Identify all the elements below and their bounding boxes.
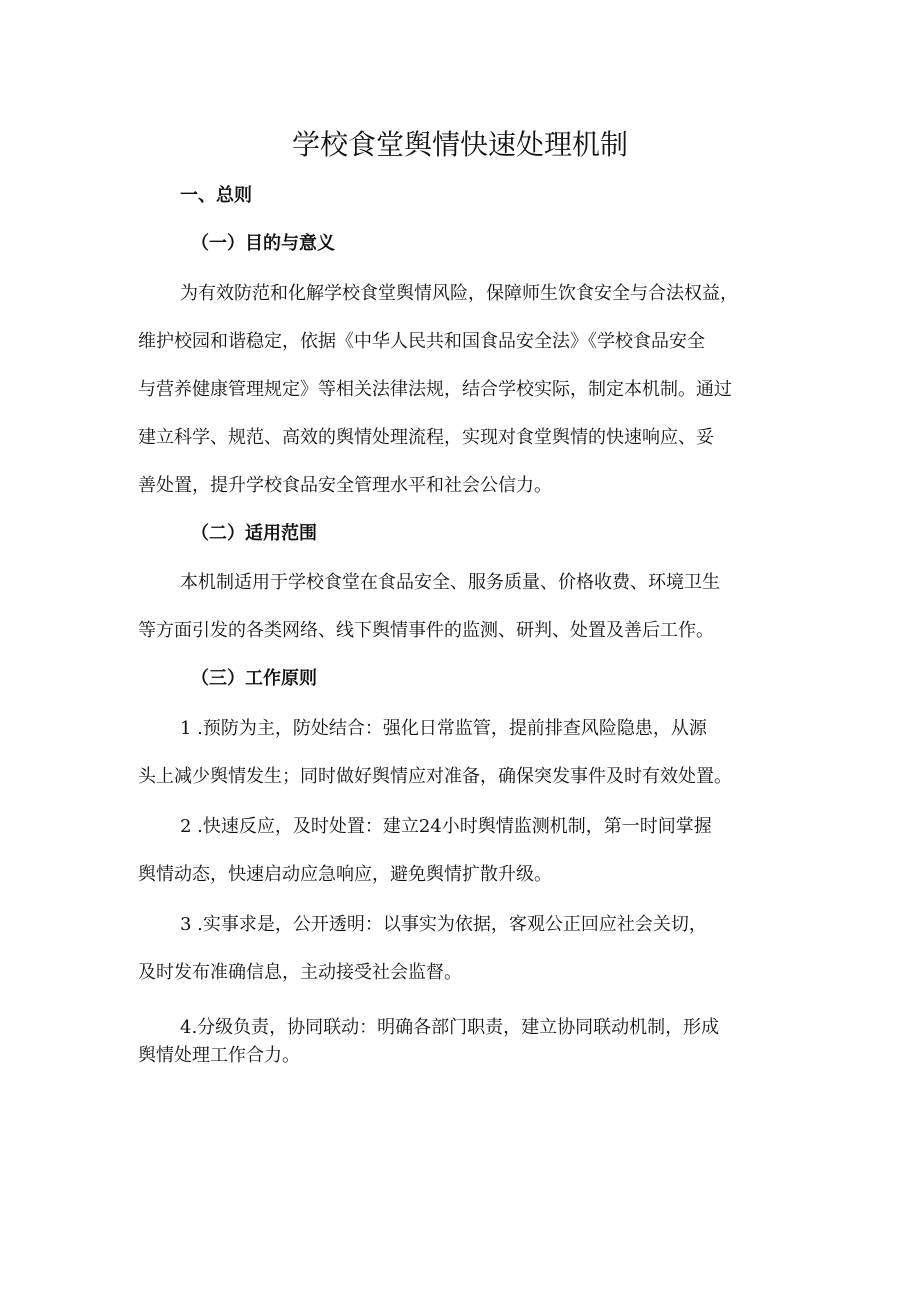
section-heading-general: 一、总则 — [180, 185, 252, 206]
subsection-heading-purpose: （一）目的与意义 — [191, 233, 335, 254]
principle-2 — [138, 803, 788, 899]
paragraph-line: 4.分级负责，协同联动：明确各部门职责，建立协同联动机制，形成 — [180, 1017, 720, 1038]
paragraph-line: 舆情处理工作合力。 — [138, 1045, 300, 1066]
subsection-heading-principles: （三）工作原则 — [191, 668, 317, 689]
paragraph-line: 等方面引发的各类网络、线下舆情事件的监测、研判、处置及善后工作。 — [138, 620, 714, 641]
principle-1 — [138, 705, 788, 801]
paragraph-line: 善处置，提升学校食品安全管理水平和社会公信力。 — [138, 475, 552, 496]
paragraph-line: 3 .实事求是，公开透明：以事实为依据，客观公正回应社会关切， — [180, 914, 707, 935]
paragraph-line: 建立科学、规范、高效的舆情处理流程，实现对食堂舆情的快速响应、妥 — [138, 427, 714, 448]
paragraph-scope — [138, 559, 788, 655]
paragraph-line: 舆情动态，快速启动应急响应，避免舆情扩散升级。 — [138, 864, 552, 885]
paragraph-line: 为有效防范和化解学校食堂舆情风险，保障师生饮食安全与合法权益， — [180, 283, 738, 304]
subsection-heading-scope: （二）适用范围 — [191, 523, 317, 544]
paragraph-purpose — [138, 270, 788, 510]
paragraph-line: 本机制适用于学校食堂在食品安全、服务质量、价格收费、环境卫生 — [180, 572, 720, 593]
document-title: 学校食堂舆情快速处理机制 — [291, 128, 628, 161]
paragraph-line: 及时发布准确信息，主动接受社会监督。 — [138, 962, 462, 983]
paragraph-line: 头上减少舆情发生；同时做好舆情应对准备，确保突发事件及时有效处置。 — [138, 766, 732, 787]
paragraph-line: 维护校园和谐稳定，依据《中华人民共和国食品安全法》《学校食品安全 — [138, 331, 705, 352]
principle-4 — [138, 1014, 788, 1070]
principle-3 — [138, 901, 788, 997]
paragraph-line: 1 .预防为主，防处结合：强化日常监管，提前排查风险隐患，从源 — [180, 718, 707, 739]
paragraph-line: 2 .快速反应，及时处置：建立24小时舆情监测机制，第一时间掌握 — [180, 816, 712, 837]
paragraph-line: 与营养健康管理规定》等相关法律法规，结合学校实际，制定本机制。通过 — [138, 379, 732, 400]
